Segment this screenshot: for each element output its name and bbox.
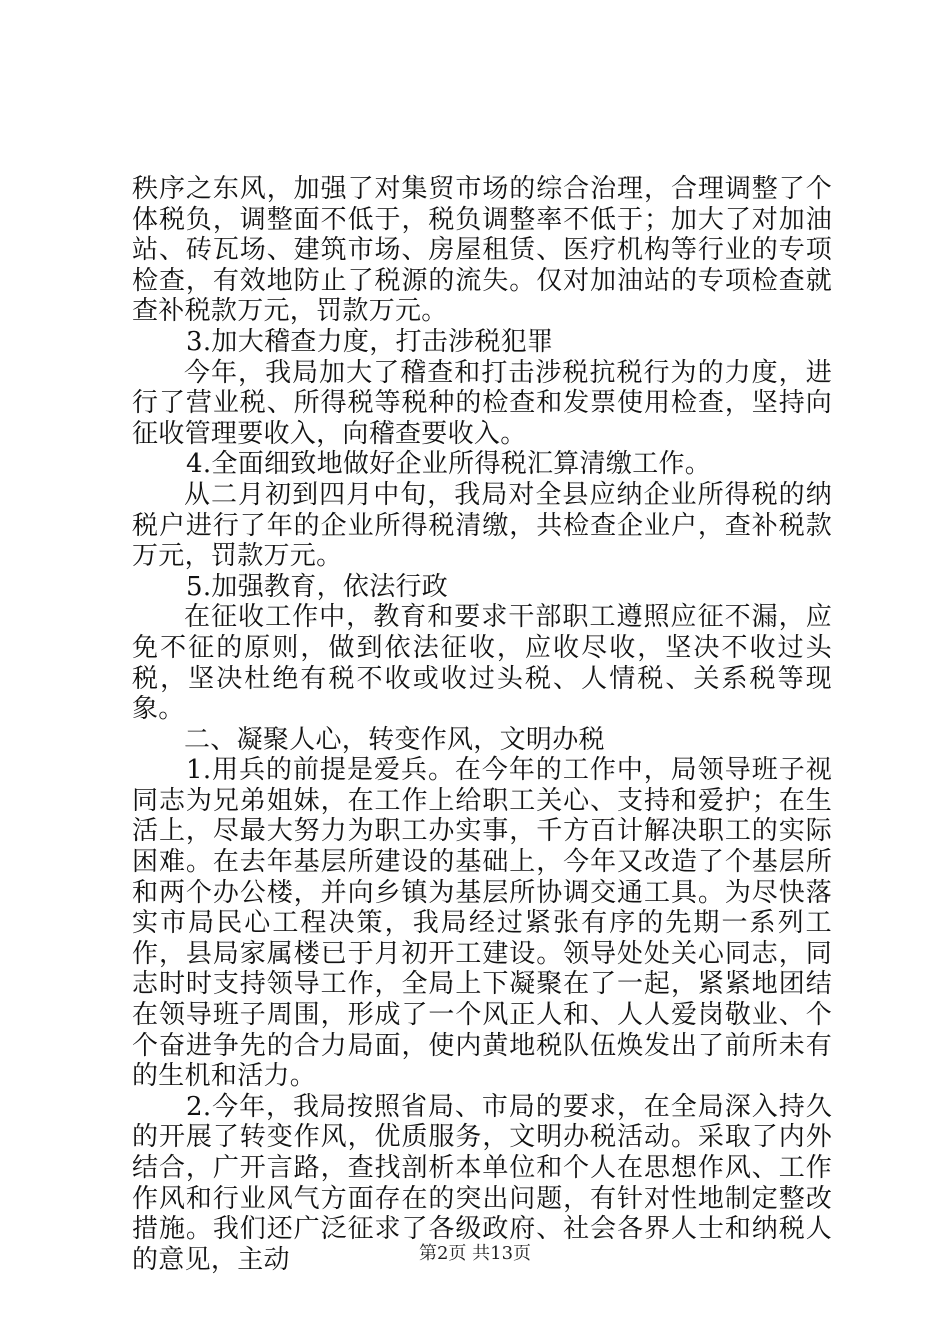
section-heading-part-2: 二、凝聚人心，转变作风，文明办税 xyxy=(184,724,605,755)
section-heading-3: 3.加大稽查力度，打击涉税犯罪 xyxy=(186,326,554,357)
page-footer: 第2页 共13页 xyxy=(418,1243,532,1264)
section-heading-4: 4.全面细致地做好企业所得税汇算清缴工作。 xyxy=(186,449,712,480)
section-heading-5: 5.加强教育，依法行政 xyxy=(186,571,449,602)
paragraph-item-2: 2.今年，我局按照省局、市局的要求，在全局深入持久的开展了转变作风，优质服务，文明办税活动。采取了内外结合，广开言路，查找剖析本单位和个人在思想作风、工作作风和行业风气方面存在的突出问题，有针对性地制定整改措施。我们还广泛征求了各级政府、社会各界人士和纳税人的意见，主动 xyxy=(132,1091,832,1275)
document-body xyxy=(132,174,832,1275)
paragraph-income-tax: 从二月初到四月中旬，我局对全县应纳企业所得税的纳税户进行了年的企业所得税清缴，共检查企业户，查补税款万元，罚款万元。 xyxy=(132,479,832,572)
paragraph-item-1: 1.用兵的前提是爱兵。在今年的工作中，局领导班子视同志为兄弟姐妹，在工作上给职工关心、支持和爱护；在生活上，尽最大努力为职工办实事，千方百计解决职工的实际困难。在去年基层所建设的基础上，今年又改造了个基层所和两个办公楼，并向乡镇为基层所协调交通工具。为尽快落实市局民心工程决策，我局经过紧张有序的先期一系列工作，县局家属楼已于月初开工建设。领导处处关心同志，同志时时支持领导工作，全局上下凝聚在了一起，紧紧地团结在领导班子周围，形成了一个风正人和、人人爱岗敬业、个个奋进争先的合力局面，使内黄地税队伍焕发出了前所未有的生机和活力。 xyxy=(132,755,832,1092)
paragraph-audit: 今年，我局加大了稽查和打击涉税抗税行为的力度，进行了营业税、所得税等税种的检查和发票使用检查，坚持向征收管理要收入，向稽查要收入。 xyxy=(132,357,832,449)
paragraph-education: 在征收工作中，教育和要求干部职工遵照应征不漏，应免不征的原则，做到依法征收，应收尽收，坚决不收过头税，坚决杜绝有税不收或收过头税、人情税、关系税等现象。 xyxy=(132,602,832,725)
paragraph-continuation: 秩序之东风，加强了对集贸市场的综合治理，合理调整了个体税负，调整面不低于，税负调整率不低于；加大了对加油站、砖瓦场、建筑市场、房屋租赁、医疗机构等行业的专项检查，有效地防止了税源的流失。仅对加油站的专项检查就查补税款万元，罚款万元。 xyxy=(132,174,832,327)
